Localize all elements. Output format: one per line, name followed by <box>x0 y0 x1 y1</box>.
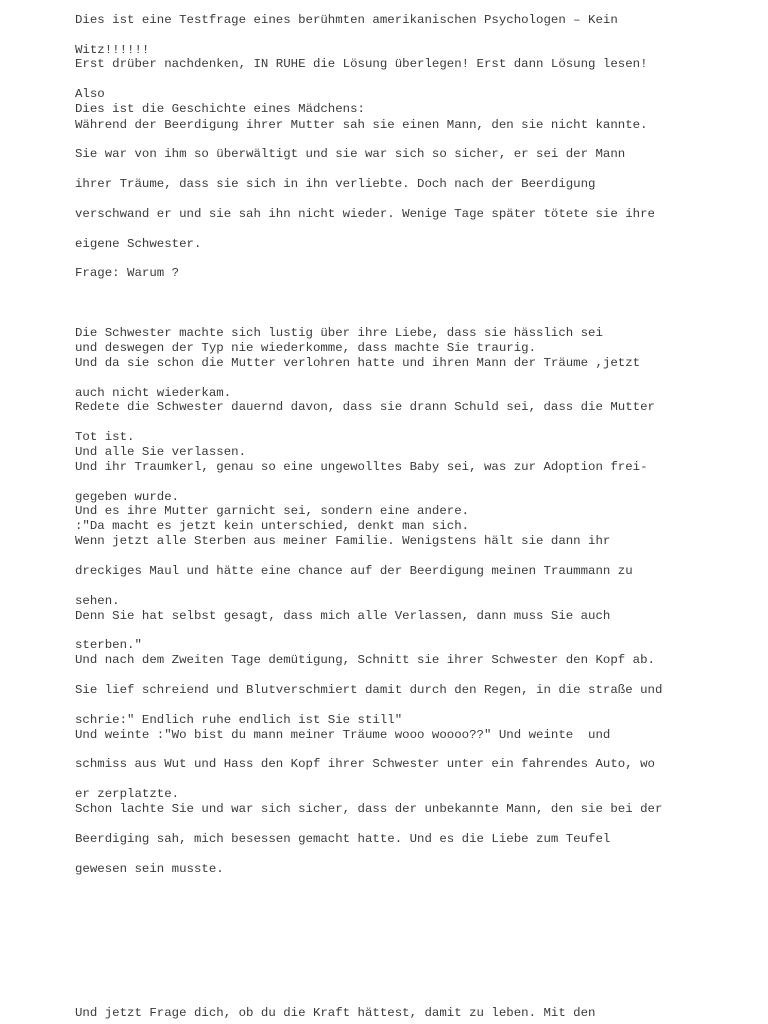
text-line: auch nicht wiederkam. <box>75 386 232 400</box>
text-line: sterben." <box>75 638 142 652</box>
text-line: Dies ist eine Testfrage eines berühmten amerikanischen Psychologen – Kein <box>75 13 618 27</box>
text-line: Sie war von ihm so überwältigt und sie war sich so sicher, er sei der Mann <box>75 147 626 161</box>
text-line: Und weinte :"Wo bist du mann meiner Träume wooo woooo??" Und weinte und <box>75 728 611 742</box>
text-line: Beerdiging sah, mich besessen gemacht hatte. Und es die Liebe zum Teufel <box>75 832 611 846</box>
text-line: gegeben wurde. <box>75 490 180 504</box>
text-line: sehen. <box>75 594 120 608</box>
text-line: schmiss aus Wut und Hass den Kopf ihrer Schwester unter ein fahrendes Auto, wo <box>75 757 655 771</box>
text-line: er zerplatzte. <box>75 787 180 801</box>
text-line: schrie:" Endlich ruhe endlich ist Sie still" <box>75 713 403 727</box>
text-line: verschwand er und sie sah ihn nicht wieder. Wenige Tage später tötete sie ihre <box>75 207 655 221</box>
text-line: gewesen sein musste. <box>75 862 224 876</box>
text-line: Witz!!!!!! <box>75 43 150 57</box>
text-line: Und es ihre Mutter garnicht sei, sondern eine andere. <box>75 504 470 518</box>
text-line: Wenn jetzt alle Sterben aus meiner Familie. Wenigstens hält sie dann ihr <box>75 534 611 548</box>
text-line: Frage: Warum ? <box>75 266 180 280</box>
text-line: Und jetzt Frage dich, ob du die Kraft hättest, damit zu leben. Mit den <box>75 1006 596 1020</box>
text-line: Schon lachte Sie und war sich sicher, dass der unbekannte Mann, den sie bei der <box>75 802 663 816</box>
text-line: Und da sie schon die Mutter verlohren hatte und ihren Mann der Träume ,jetzt <box>75 356 641 370</box>
text-line: Redete die Schwester dauernd davon, dass sie drann Schuld sei, dass die Mutter <box>75 400 655 414</box>
text-line: Die Schwester machte sich lustig über ihre Liebe, dass sie hässlich sei <box>75 326 603 340</box>
text-line: Und nach dem Zweiten Tage demütigung, Schnitt sie ihrer Schwester den Kopf ab. <box>75 653 655 667</box>
text-line: Und alle Sie verlassen. <box>75 445 247 459</box>
text-line: Und ihr Traumkerl, genau so eine ungewolltes Baby sei, was zur Adoption frei- <box>75 460 648 474</box>
text-line: eigene Schwester. <box>75 237 202 251</box>
text-line: :"Da macht es jetzt kein unterschied, denkt man sich. <box>75 519 470 533</box>
text-line: dreckiges Maul und hätte eine chance auf der Beerdigung meinen Traummann zu <box>75 564 633 578</box>
text-line: Während der Beerdigung ihrer Mutter sah sie einen Mann, den sie nicht kannte. <box>75 118 648 132</box>
text-line: ihrer Träume, dass sie sich in ihn verliebte. Doch nach der Beerdigung <box>75 177 596 191</box>
text-line: und deswegen der Typ nie wiederkomme, dass machte Sie traurig. <box>75 341 537 355</box>
text-line: Sie lief schreiend und Blutverschmiert damit durch den Regen, in die straße und <box>75 683 663 697</box>
text-line: Erst drüber nachdenken, IN RUHE die Lösung überlegen! Erst dann Lösung lesen! <box>75 57 648 71</box>
text-line: Tot ist. <box>75 430 135 444</box>
text-line: Also <box>75 87 105 101</box>
text-line: Denn Sie hat selbst gesagt, dass mich alle Verlassen, dann muss Sie auch <box>75 609 611 623</box>
text-line: Dies ist die Geschichte eines Mädchens: <box>75 102 365 116</box>
